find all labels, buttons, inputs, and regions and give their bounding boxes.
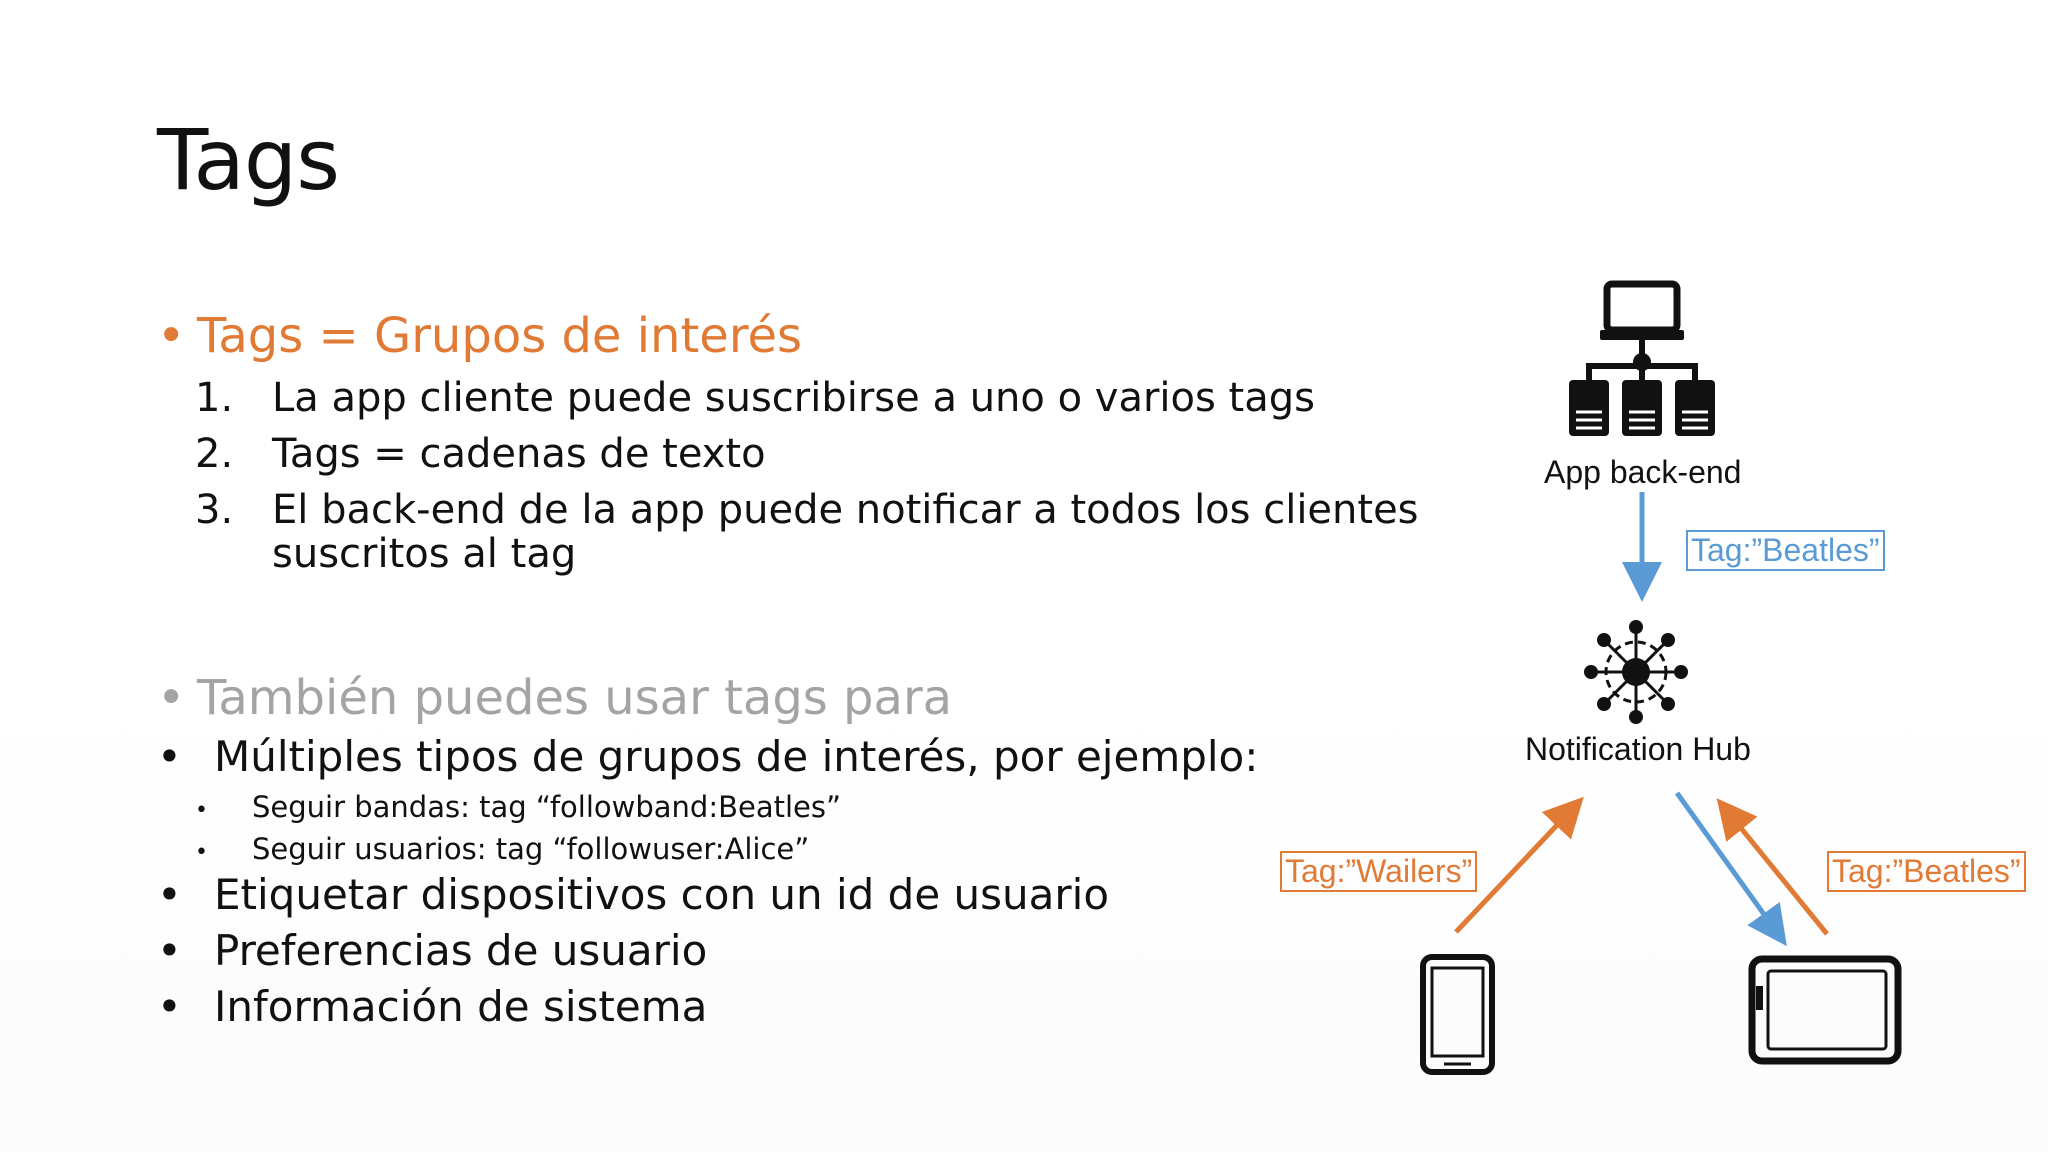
item-text: Tags = cadenas de texto [272, 431, 766, 477]
item-text-continued: suscritos al tag [272, 531, 577, 577]
bullet-text: Información de sistema [214, 982, 708, 1031]
sub-bullet-text: Seguir bandas: tag “followband:Beatles” [252, 790, 842, 824]
item-number: 1. [195, 375, 234, 421]
item-number: 3. [195, 487, 234, 533]
server-network-icon [1569, 284, 1715, 436]
tag-left-box: Tag:”Wailers” [1280, 851, 1477, 892]
bullet-dot: • [157, 870, 182, 919]
backend-label: App back-end [1544, 454, 1742, 490]
hub-icon [1584, 620, 1688, 724]
bullet-dot: • [157, 926, 182, 975]
slide-title: Tags [157, 111, 339, 209]
bullet-dot: • [157, 732, 182, 781]
bullet-dot: • [157, 982, 182, 1031]
hub-label: Notification Hub [1525, 731, 1751, 767]
phone-icon [1423, 957, 1492, 1072]
tablet-icon [1752, 959, 1898, 1061]
item-text: El back-end de la app puede notificar a todos los clientes [272, 487, 1419, 533]
tag-right-box: Tag:”Beatles” [1827, 851, 2026, 892]
section2-heading-text: También puedes usar tags para [197, 670, 953, 726]
bullet-text: Etiquetar dispositivos con un id de usuario [214, 870, 1110, 919]
section1-heading-text: Tags = Grupos de interés [197, 308, 803, 364]
bullet-text: Múltiples tipos de grupos de interés, por ejemplo: [214, 732, 1259, 781]
bullet-dot: • [195, 798, 208, 823]
item-text: La app cliente puede suscribirse a uno o varios tags [272, 375, 1315, 421]
sub-bullet-text: Seguir usuarios: tag “followuser:Alice” [252, 832, 810, 866]
bullet-dot: • [195, 840, 208, 865]
bullet-dot: • [157, 670, 186, 726]
tag-top-box: Tag:”Beatles” [1686, 530, 1885, 571]
bullet-text: Preferencias de usuario [214, 926, 708, 975]
bullet-dot: • [157, 308, 186, 364]
item-number: 2. [195, 431, 234, 477]
arrow-tablet-to-hub [1723, 806, 1827, 934]
